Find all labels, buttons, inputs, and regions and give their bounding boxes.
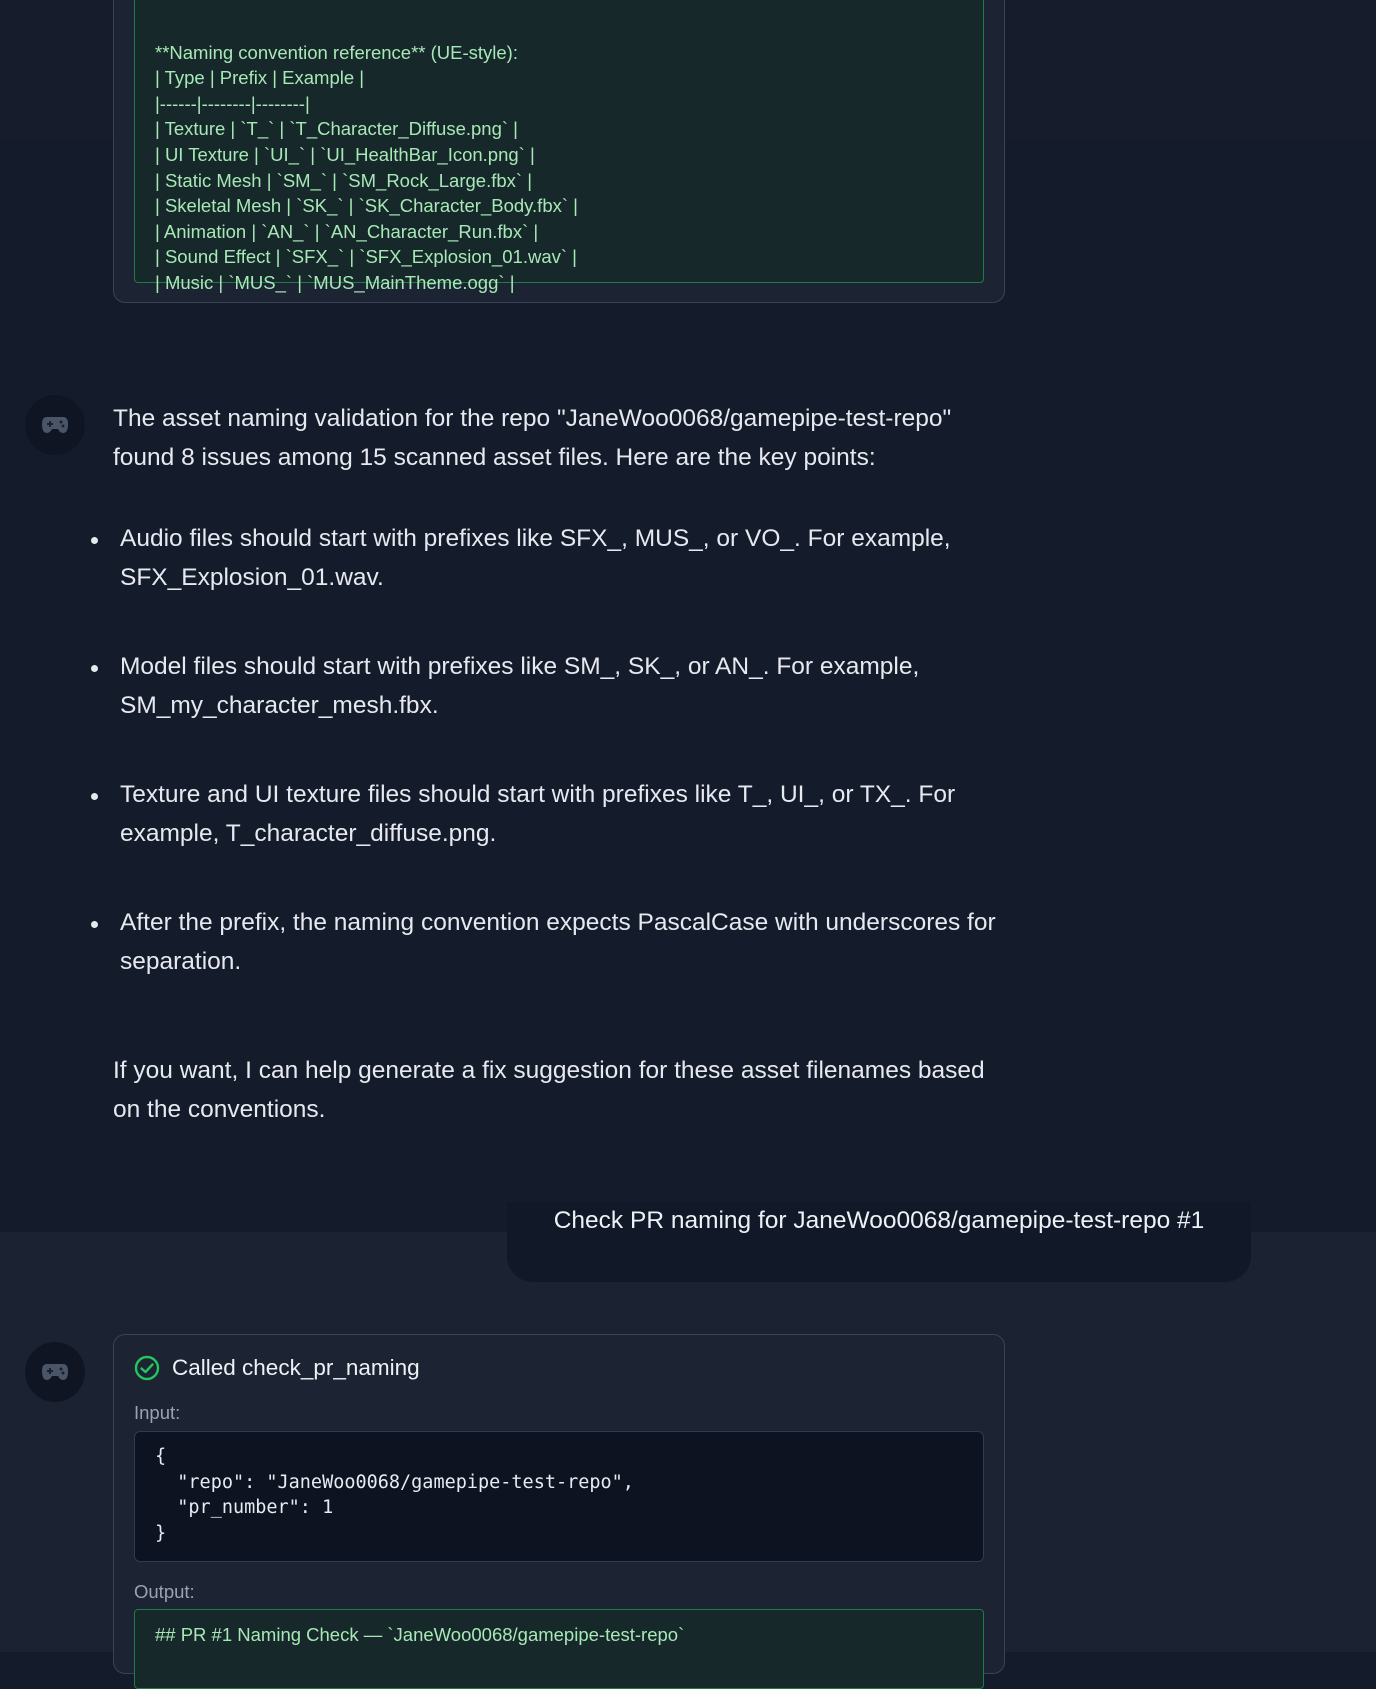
bullet-text: Audio files should start with prefixes like SFX_, MUS_, or VO_. For example, SFX_Explosion_01.wav. [120,525,951,591]
gamepad-icon [41,415,69,435]
assistant-avatar [25,1342,85,1402]
output-label: Output: [134,1581,195,1602]
output-line: | Texture | `T_` | `T_Character_Diffuse.png` | [155,118,518,140]
output-line: | Skeletal Mesh | `SK_` | `SK_Character_Body.fbx` | [155,195,578,217]
user-message-text: Check PR naming for JaneWoo0068/gamepipe-test-repo #1 [553,1207,1205,1234]
bullet-text: Model files should start with prefixes like SM_, SK_, or AN_. For example, SM_my_character_mesh.fbx. [120,653,920,719]
gamepad-icon [41,1362,69,1382]
bullet-text: Texture and UI texture files should start with prefixes like T_, UI_, or TX_. For example, T_character_diffuse.png. [120,781,956,847]
bullet-text: After the prefix, the naming convention expects PascalCase with underscores for separation. [120,909,996,975]
tool-call-card [113,0,1005,303]
output-line: | UI Texture | `UI_` | `UI_HealthBar_Icon.png` | [155,143,535,165]
tool-call-title: Called check_pr_naming [172,1355,420,1380]
bullet-dot [91,921,98,928]
list-item [90,648,1010,725]
tool-input-json: { "repo": "JaneWoo0068/gamepipe-test-repo", "pr_number": 1 } [134,1431,984,1562]
assistant-bullet-list [90,520,1010,1032]
output-line: | Animation | `AN_` | `AN_Character_Run.fbx` | [155,220,539,242]
list-item [90,904,1010,981]
assistant-avatar [25,395,85,455]
tool-output-block [134,0,984,293]
output-line: | Music | `MUS_` | `MUS_MainTheme.ogg` | [155,271,515,293]
bullet-dot [91,793,98,800]
input-label: Input: [134,1402,181,1423]
check-circle-icon [134,1355,160,1381]
assistant-intro: The asset naming validation for the repo "JaneWoo0068/gamepipe-test-repo" found 8 issues among 15 scanned asset files. Here are the key points: [113,405,952,471]
output-line: | Static Mesh | `SM_` | `SM_Rock_Large.fbx` | [155,169,533,191]
output-line: | Type | Prefix | Example | [155,67,365,89]
bullet-dot [91,537,98,544]
tool-call-card [113,1334,1005,1674]
list-item [90,520,1010,597]
tool-output-block: ## PR #1 Naming Check — `JaneWoo0068/gamepipe-test-repo` [134,1609,984,1689]
tool-call-header[interactable] [134,1355,420,1381]
output-line: | Sound Effect | `SFX_` | `SFX_Explosion_01.wav` | [155,246,577,268]
output-line: |------|--------|--------| [155,92,310,114]
output-line: **Naming convention reference** (UE-style): [155,41,518,63]
user-message-bubble [507,1202,1251,1282]
assistant-outro: If you want, I can help generate a fix suggestion for these asset filenames based on the conventions. [113,1057,985,1123]
list-item [90,776,1010,853]
bullet-dot [91,665,98,672]
